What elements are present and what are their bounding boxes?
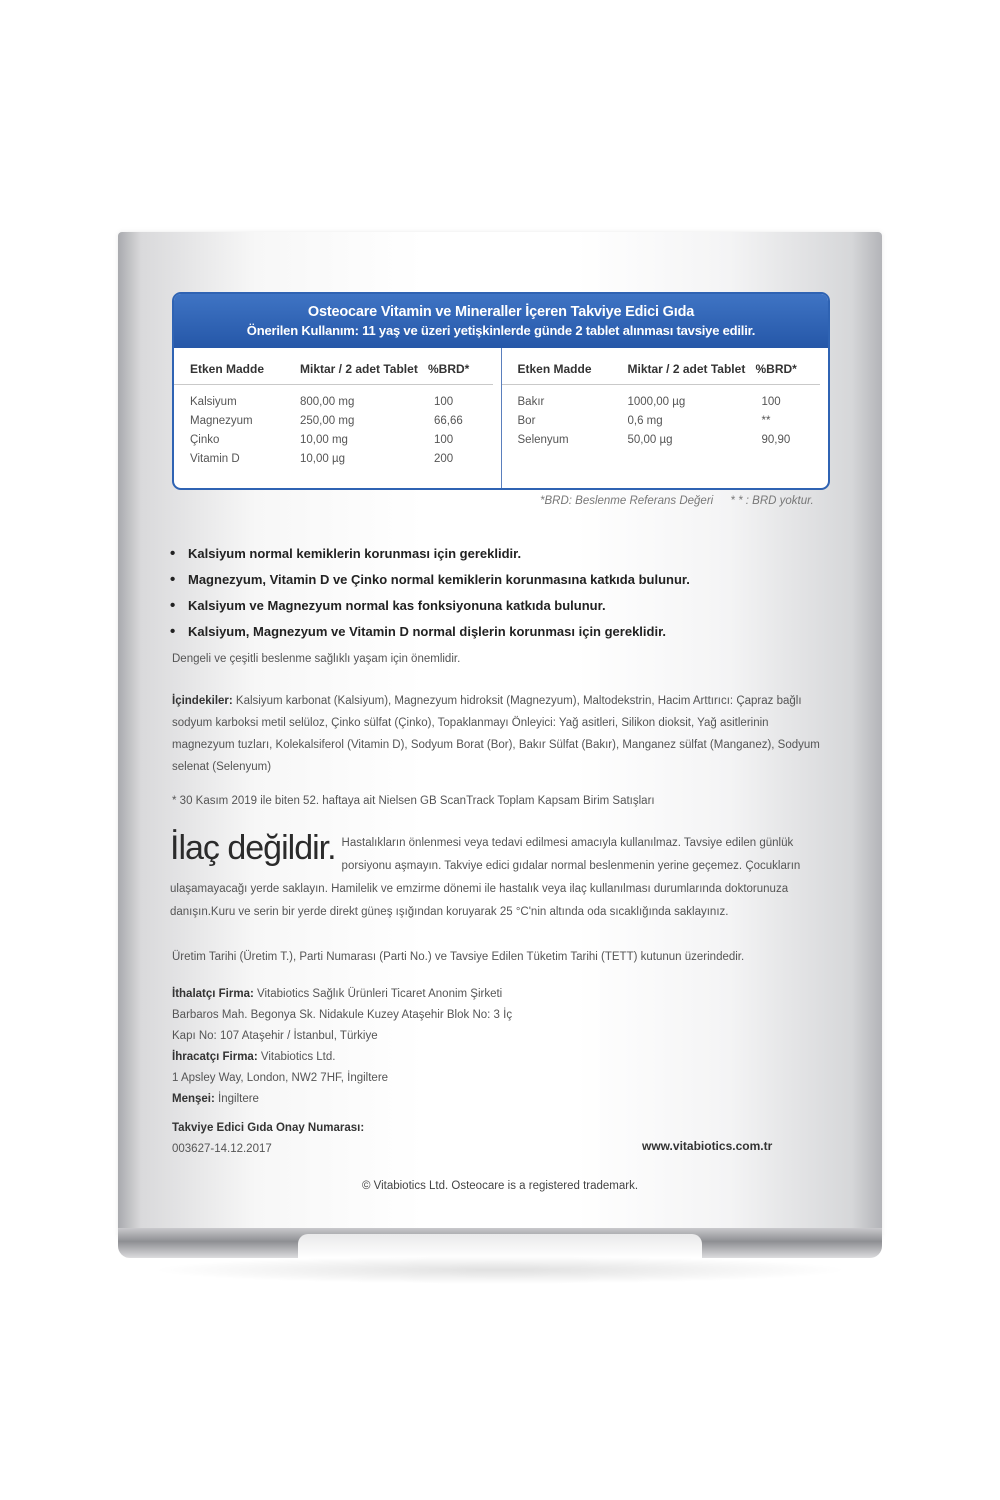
ingredients-text: Kalsiyum karbonat (Kalsiyum), Magnezyum hidroksit (Magnezyum), Maltodekstrin, Hacim Arttırıcı: Çapraz bağlı sodyum karboksi metil selüloz, Çinko sülfat (Çinko), Topaklanmayı Önleyici: Yağ asitleri, Silikon dioksit, Yağ asitlerinin magnezyum tuzları, Kolekalsiferol (Vitamin D), Sodyum Borat (Bor), Bakır Sülfat (Bakır), Manganez sülfat (Manganez), Sodyum selenat (Selenyum) <box>172 695 820 773</box>
ingredient-brd: 90,90 <box>761 434 791 446</box>
approval-label: Takviye Edici Gıda Onay Numarası: <box>172 1122 365 1134</box>
warning-text: Hastalıkların önlenmesi veya tedavi edilmesi amacıyla kullanılmaz. Tavsiye edilen günlük porsiyonu aşmayın. Takviye edici gıdalar normal beslenmenin yerine geçemez. Çocukların ulaşamayacağı yerde saklayın. Hamilelik ve emzirme dönemi ile hastalık veya ilaç kullanılması durumlarında doktorunuza danışın.Kuru ve serin bir yerde direkt güneş ışığından koruyarak 25 °C'nin altında oda sıcaklığında saklayınız. <box>170 837 801 918</box>
approval-number: 003627-14.12.2017 <box>172 1143 272 1155</box>
header-ingredient: Etken Madde <box>517 362 592 376</box>
ingredient-name: Selenyum <box>517 434 569 446</box>
list-item <box>170 566 690 592</box>
origin-value: İngiltere <box>218 1093 259 1105</box>
ingredient-brd: ** <box>761 415 771 427</box>
recommended-usage: Önerilen Kullanım: 11 yaş ve üzeri yetişkinlerde günde 2 tablet alınması tavsiye edilir. <box>246 323 756 338</box>
ingredient-amount: 0,6 mg <box>627 415 663 427</box>
header-amount: Miktar / 2 adet Tablet <box>300 362 418 376</box>
brd-definition: *BRD: Beslenme Referans Değeri <box>540 495 714 507</box>
list-item <box>170 592 690 618</box>
dates-note: Üretim Tarihi (Üretim T.), Parti Numarası (Parti No.) ve Tavsiye Edilen Tüketim Tarihi (TETT) kutunun üzerindedir. <box>172 951 745 963</box>
copyright-notice: © Vitabiotics Ltd. Osteocare is a registered trademark. <box>361 1180 639 1192</box>
table-right-column <box>501 348 829 488</box>
nutrition-table <box>172 292 830 490</box>
bullet-icon: • <box>170 622 176 640</box>
table-row <box>518 412 829 431</box>
ingredient-amount: 250,00 mg <box>300 415 355 427</box>
exporter-name: Vitabiotics Ltd. <box>260 1051 336 1063</box>
balanced-diet-note: Dengeli ve çeşitli beslenme sağlıklı yaşam için önemlidir. <box>172 653 461 665</box>
importer-label: İthalatçı Firma: <box>172 988 254 1000</box>
claim-text: Kalsiyum, Magnezyum ve Vitamin D normal dişlerin korunması için gereklidir. <box>188 623 667 639</box>
ingredient-brd: 100 <box>434 434 454 446</box>
header-brd: %BRD* <box>755 362 797 376</box>
box-bottom-edge <box>118 1228 882 1258</box>
health-claims-list <box>170 540 690 644</box>
ingredient-name: Çinko <box>190 434 220 446</box>
header-brd: %BRD* <box>428 362 470 376</box>
bullet-icon: • <box>170 544 176 562</box>
website-url: www.vitabiotics.com.tr <box>642 1139 773 1153</box>
ingredient-brd: 100 <box>761 396 781 408</box>
table-row <box>190 431 501 450</box>
not-a-drug-heading: İlaç değildir. <box>170 829 336 867</box>
table-row <box>518 431 829 450</box>
bullet-icon: • <box>170 570 176 588</box>
nielsen-note: * 30 Kasım 2019 ile biten 52. haftaya ait Nielsen GB ScanTrack Toplam Kapsam Birim Satışları <box>172 795 655 807</box>
table-row <box>190 412 501 431</box>
list-item <box>170 540 690 566</box>
ingredient-amount: 10,00 µg <box>300 453 345 465</box>
importer-address-line2: Kapı No: 107 Ataşehir / İstanbul, Türkiye <box>172 1030 378 1042</box>
ingredient-name: Bor <box>517 415 536 427</box>
ingredient-name: Bakır <box>517 396 545 408</box>
claim-text: Kalsiyum ve Magnezyum normal kas fonksiyonuna katkıda bulunur. <box>188 597 606 613</box>
box-notch <box>298 1234 702 1258</box>
ingredients-section <box>172 690 822 778</box>
table-title: Osteocare Vitamin ve Mineraller İçeren Takviye Edici Gıda <box>307 304 695 320</box>
header-amount: Miktar / 2 adet Tablet <box>627 362 746 376</box>
brd-none-note: * * : BRD yoktur. <box>730 495 814 507</box>
ingredient-brd: 66,66 <box>434 415 463 427</box>
header-ingredient: Etken Madde <box>190 362 265 376</box>
ingredient-amount: 800,00 mg <box>300 396 355 408</box>
table-header-band <box>174 294 828 348</box>
exporter-label: İhracatçı Firma: <box>172 1051 258 1063</box>
ingredient-name: Vitamin D <box>190 453 240 465</box>
brd-footnote <box>540 495 814 507</box>
warning-section <box>170 829 830 924</box>
ingredient-amount: 10,00 mg <box>300 434 348 446</box>
ingredients-label: İçindekiler: <box>172 695 233 707</box>
importer-address-line1: Barbaros Mah. Begonya Sk. Nidakule Kuzey Ataşehir Blok No: 3 İç <box>172 1009 513 1021</box>
ingredient-amount: 1000,00 µg <box>627 396 686 408</box>
table-row <box>518 393 829 412</box>
list-item <box>170 618 690 644</box>
ingredient-amount: 50,00 µg <box>627 434 673 446</box>
table-row <box>190 450 501 469</box>
ingredient-brd: 100 <box>434 396 454 408</box>
exporter-address: 1 Apsley Way, London, NW2 7HF, İngiltere <box>172 1072 389 1084</box>
table-left-column <box>174 348 501 488</box>
approval-info <box>172 1118 364 1160</box>
ingredient-name: Magnezyum <box>190 415 253 427</box>
claim-text: Magnezyum, Vitamin D ve Çinko normal kemiklerin korunmasına katkıda bulunur. <box>188 571 690 587</box>
ingredient-brd: 200 <box>434 453 454 465</box>
origin-label: Menşei: <box>172 1093 215 1105</box>
importer-name: Vitabiotics Sağlık Ürünleri Ticaret Anonim Şirketi <box>257 988 503 1000</box>
floor-shadow <box>150 1256 850 1284</box>
ingredient-name: Kalsiyum <box>190 396 237 408</box>
table-row <box>190 393 501 412</box>
company-info <box>172 984 512 1110</box>
bullet-icon: • <box>170 596 176 614</box>
claim-text: Kalsiyum normal kemiklerin korunması için gereklidir. <box>188 545 522 561</box>
